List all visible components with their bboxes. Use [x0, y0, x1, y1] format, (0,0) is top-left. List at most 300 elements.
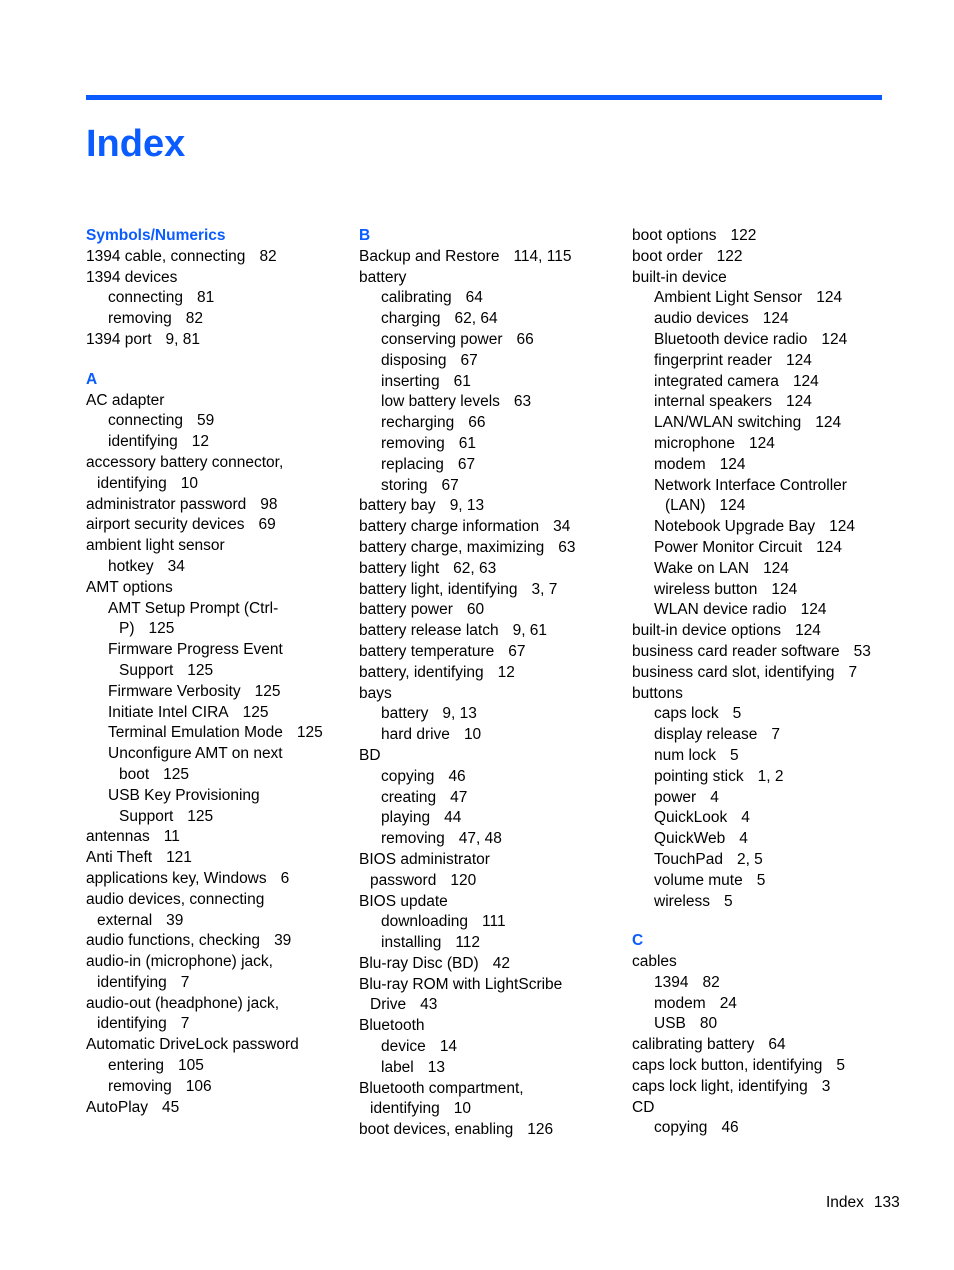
- index-subentry: [86, 682, 348, 703]
- entry-term: caps lock button, identifying: [632, 1057, 823, 1075]
- index-subentry: [632, 1118, 900, 1139]
- entry-term: Blu-ray ROM with LightScribe: [359, 975, 563, 993]
- entry-page-ref[interactable]: 47, 48: [458, 830, 502, 848]
- entry-page-ref[interactable]: 34: [167, 557, 185, 575]
- index-subentry: [86, 1077, 348, 1098]
- entry-page-ref[interactable]: 124: [771, 580, 798, 598]
- entry-term: Support: [119, 661, 174, 679]
- entry-term: LAN/WLAN switching: [654, 414, 802, 432]
- entry-page-ref[interactable]: 124: [800, 601, 827, 619]
- entry-page-ref[interactable]: 34: [553, 518, 571, 536]
- entry-term: administrator password: [86, 495, 247, 513]
- index-subentry: [86, 557, 348, 578]
- entry-term: audio functions, checking: [86, 932, 261, 950]
- entry-term: copying: [381, 767, 435, 785]
- index-subentry: [359, 704, 621, 725]
- entry-page-ref[interactable]: 43: [420, 996, 438, 1014]
- entry-page-ref[interactable]: 67: [441, 476, 459, 494]
- entry-term: AMT Setup Prompt (Ctrl-: [108, 599, 279, 617]
- entry-page-ref[interactable]: 3: [821, 1077, 831, 1095]
- entry-term: battery power: [359, 601, 453, 619]
- entry-term: Power Monitor Circuit: [654, 538, 803, 556]
- index-entry: [359, 538, 621, 559]
- entry-term: 1394 cable, connecting: [86, 247, 246, 265]
- entry-term: wireless button: [654, 580, 758, 598]
- entry-page-ref[interactable]: 82: [259, 247, 277, 265]
- entry-page-ref[interactable]: 82: [185, 310, 203, 328]
- entry-page-ref[interactable]: 60: [466, 601, 485, 619]
- index-subentry: [632, 372, 900, 393]
- entry-page-ref[interactable]: 105: [178, 1057, 204, 1075]
- entry-page-ref[interactable]: 10: [453, 1100, 472, 1118]
- index-subentry: [632, 351, 900, 372]
- entry-term: audio-in (microphone) jack,: [86, 953, 273, 971]
- entry-term: modem: [654, 994, 706, 1012]
- index-subentry: [632, 455, 900, 476]
- entry-page-ref[interactable]: 124: [829, 518, 856, 536]
- index-entry: [359, 621, 621, 642]
- entry-page-ref[interactable]: 122: [730, 227, 757, 244]
- index-subentry: [86, 599, 348, 620]
- entry-term: Bluetooth: [359, 1017, 425, 1035]
- entry-term: fingerprint reader: [654, 351, 773, 369]
- entry-page-ref[interactable]: 39: [166, 911, 184, 929]
- entry-page-ref[interactable]: 64: [465, 289, 483, 307]
- index-entry: [359, 496, 621, 517]
- index-subentry: [632, 476, 900, 497]
- entry-page-ref[interactable]: 6: [280, 869, 290, 887]
- entry-term: inserting: [381, 372, 440, 390]
- index-subentry: [86, 411, 348, 432]
- entry-page-ref[interactable]: 5: [732, 705, 742, 723]
- index-entry: [632, 226, 900, 247]
- entry-page-ref[interactable]: 124: [786, 351, 812, 369]
- entry-term: installing: [381, 934, 442, 952]
- entry-term: integrated camera: [654, 372, 779, 390]
- index-entry: [86, 827, 348, 848]
- entry-page-ref[interactable]: 5: [756, 871, 766, 889]
- entry-term: 1394 port: [86, 330, 152, 348]
- entry-term: num lock: [654, 746, 717, 764]
- index-entry: [359, 517, 621, 538]
- entry-page-ref[interactable]: 66: [516, 330, 534, 348]
- section-gap: [632, 912, 900, 931]
- entry-page-ref[interactable]: 7: [180, 1015, 190, 1033]
- entry-page-ref[interactable]: 80: [699, 1015, 718, 1033]
- index-entry: [86, 536, 348, 557]
- entry-term: business card slot, identifying: [632, 663, 835, 681]
- entry-page-ref[interactable]: 9, 61: [512, 622, 548, 640]
- index-subentry: [86, 1056, 348, 1077]
- index-entry: [632, 684, 900, 705]
- entry-term: removing: [381, 434, 445, 452]
- entry-term: Terminal Emulation Mode: [108, 724, 283, 742]
- index-subentry: [359, 808, 621, 829]
- page-number: 133: [873, 1194, 900, 1211]
- entry-page-ref[interactable]: 124: [763, 559, 789, 577]
- index-entry: [359, 850, 621, 871]
- entry-page-ref[interactable]: 98: [260, 495, 278, 513]
- entry-term: bays: [359, 684, 392, 702]
- entry-page-ref[interactable]: 125: [296, 724, 323, 742]
- index-subentry: [632, 580, 900, 601]
- entry-term: TouchPad: [654, 850, 723, 868]
- index-entry: [632, 1098, 900, 1119]
- entry-page-ref[interactable]: 124: [786, 393, 812, 411]
- index-entry: [86, 890, 348, 911]
- entry-page-ref[interactable]: 9, 81: [165, 330, 200, 348]
- index-entry: [86, 869, 348, 890]
- entry-page-ref[interactable]: 126: [527, 1121, 554, 1139]
- entry-page-ref[interactable]: 2, 5: [736, 850, 763, 868]
- entry-page-ref[interactable]: 4: [710, 788, 719, 806]
- entry-term: BIOS administrator: [359, 850, 490, 868]
- index-subentry: [86, 744, 348, 765]
- entry-term: airport security devices: [86, 516, 245, 534]
- index-subentry: [632, 288, 900, 309]
- entry-term: Ambient Light Sensor: [654, 289, 803, 307]
- index-entry: [86, 1098, 348, 1119]
- index-entry: [86, 453, 348, 474]
- entry-page-ref[interactable]: 44: [444, 809, 462, 827]
- entry-page-ref[interactable]: 69: [258, 516, 276, 534]
- index-subentry: [632, 330, 900, 351]
- entry-term: audio devices, connecting: [86, 890, 265, 908]
- index-entry: [359, 746, 621, 767]
- index-subentry: [632, 767, 900, 788]
- entry-page-ref[interactable]: 124: [821, 330, 848, 348]
- index-column-3: [632, 226, 900, 1139]
- entry-page-ref[interactable]: 61: [458, 434, 476, 452]
- entry-term: ambient light sensor: [86, 537, 225, 555]
- entry-term: removing: [381, 830, 445, 848]
- index-subentry: [359, 829, 621, 850]
- index-subentry: [632, 725, 900, 746]
- entry-term: Blu-ray Disc (BD): [359, 954, 479, 972]
- entry-term: AutoPlay: [86, 1098, 149, 1116]
- index-subentry: [632, 994, 900, 1015]
- index-entry: [359, 559, 621, 580]
- index-entry: [86, 952, 348, 973]
- index-column-1: [86, 226, 348, 1118]
- entry-page-ref[interactable]: 124: [762, 310, 789, 328]
- entry-term: WLAN device radio: [654, 601, 787, 619]
- page-title: Index: [86, 123, 186, 165]
- entry-page-ref[interactable]: 122: [716, 247, 743, 265]
- entry-term: Network Interface Controller: [654, 476, 847, 494]
- entry-page-ref[interactable]: 11: [163, 828, 180, 846]
- entry-page-ref[interactable]: 64: [768, 1036, 786, 1054]
- entry-page-ref[interactable]: 62, 63: [453, 559, 497, 577]
- index-entry: [86, 578, 348, 599]
- entry-term: modem: [654, 455, 706, 473]
- entry-page-ref[interactable]: 12: [497, 663, 515, 681]
- index-entry: [359, 268, 621, 289]
- entry-term: connecting: [108, 412, 183, 430]
- index-subentry: [632, 704, 900, 725]
- entry-term: battery: [381, 705, 429, 723]
- index-subentry: [632, 392, 900, 413]
- index-subentry: [359, 455, 621, 476]
- entry-term: power: [654, 788, 697, 806]
- entry-page-ref[interactable]: 124: [719, 497, 746, 515]
- index-entry: [359, 892, 621, 913]
- entry-term: volume mute: [654, 871, 743, 889]
- entry-term: internal speakers: [654, 393, 773, 411]
- entry-page-ref[interactable]: 10: [463, 726, 482, 744]
- index-subentry: [632, 973, 900, 994]
- entry-term: conserving power: [381, 330, 503, 348]
- index-entry: [632, 621, 900, 642]
- index-entry: [632, 247, 900, 268]
- index-subentry: [86, 786, 348, 807]
- entry-page-ref[interactable]: 63: [513, 393, 532, 411]
- entry-page-ref[interactable]: 13: [427, 1058, 445, 1076]
- entry-page-ref[interactable]: 124: [815, 414, 842, 432]
- index-entry: [359, 642, 621, 663]
- entry-term: device: [381, 1038, 426, 1056]
- entry-page-ref[interactable]: 42: [492, 954, 510, 972]
- entry-page-ref[interactable]: 5: [836, 1057, 846, 1075]
- entry-term: battery bay: [359, 497, 436, 515]
- index-entry: [632, 1056, 900, 1077]
- entry-term: built-in device: [632, 268, 727, 286]
- entry-page-ref[interactable]: 112: [455, 934, 481, 952]
- entry-term: battery, identifying: [359, 663, 484, 681]
- entry-term: QuickLook: [654, 809, 728, 827]
- entry-term: buttons: [632, 684, 683, 702]
- entry-term: Unconfigure AMT on next: [108, 745, 283, 763]
- entry-term: wireless: [654, 892, 710, 910]
- entry-term: calibrating battery: [632, 1036, 755, 1054]
- index-entry: [86, 931, 348, 952]
- entry-term: caps lock light, identifying: [632, 1077, 808, 1095]
- index-entry-continuation: [86, 619, 348, 640]
- entry-page-ref[interactable]: 9, 13: [442, 705, 477, 723]
- entry-term: removing: [108, 310, 172, 328]
- index-subentry: [86, 432, 348, 453]
- entry-page-ref[interactable]: 125: [163, 765, 190, 783]
- entry-page-ref[interactable]: 53: [853, 642, 871, 660]
- index-entry-continuation: [86, 807, 348, 828]
- index-subentry: [632, 1014, 900, 1035]
- index-subentry: [359, 351, 621, 372]
- entry-term: copying: [654, 1119, 708, 1137]
- entry-page-ref[interactable]: 114, 115: [513, 247, 572, 265]
- entry-page-ref[interactable]: 5: [730, 746, 739, 764]
- entry-term: identifying: [97, 474, 167, 492]
- index-entry-continuation: [359, 995, 621, 1016]
- index-entry: [632, 952, 900, 973]
- entry-page-ref[interactable]: 9, 13: [449, 497, 485, 515]
- index-subentry: [632, 413, 900, 434]
- entry-term: identifying: [97, 1015, 167, 1033]
- index-subentry: [359, 330, 621, 351]
- index-entry: [86, 391, 348, 412]
- index-entry: [86, 848, 348, 869]
- index-subentry: [359, 413, 621, 434]
- entry-page-ref[interactable]: 67: [508, 642, 526, 660]
- entry-term: Support: [119, 807, 174, 825]
- entry-page-ref[interactable]: 82: [702, 973, 720, 991]
- index-subentry: [632, 600, 900, 621]
- entry-term: downloading: [381, 913, 469, 931]
- entry-term: hard drive: [381, 726, 450, 744]
- entry-page-ref[interactable]: 47: [450, 788, 468, 806]
- entry-page-ref[interactable]: 7: [848, 663, 858, 681]
- entry-page-ref[interactable]: 24: [719, 994, 737, 1012]
- entry-term: display release: [654, 726, 758, 744]
- index-subentry: [632, 871, 900, 892]
- entry-term: AC adapter: [86, 391, 165, 409]
- index-entry: [86, 1035, 348, 1056]
- index-subentry: [86, 703, 348, 724]
- index-subentry: [632, 808, 900, 829]
- index-subentry: [632, 850, 900, 871]
- entry-page-ref[interactable]: 111: [482, 913, 506, 931]
- index-entry: [632, 1035, 900, 1056]
- entry-term: Backup and Restore: [359, 247, 500, 265]
- footer-label: Index: [826, 1194, 864, 1211]
- entry-page-ref[interactable]: 63: [558, 538, 576, 556]
- entry-term: built-in device options: [632, 622, 782, 640]
- index-entry: [632, 663, 900, 684]
- index-subentry: [359, 476, 621, 497]
- index-subentry: [632, 829, 900, 850]
- index-entry: [359, 954, 621, 975]
- entry-page-ref[interactable]: 67: [457, 455, 476, 473]
- entry-page-ref[interactable]: 45: [162, 1098, 180, 1116]
- entry-term: battery light, identifying: [359, 580, 518, 598]
- index-entry: [359, 975, 621, 996]
- entry-page-ref[interactable]: 46: [448, 767, 466, 785]
- entry-page-ref[interactable]: 46: [721, 1119, 739, 1137]
- index-subentry: [632, 434, 900, 455]
- index-entry-continuation: [86, 1014, 348, 1035]
- index-column-2: [359, 226, 621, 1141]
- entry-term: boot devices, enabling: [359, 1121, 514, 1139]
- index-entry: [359, 684, 621, 705]
- index-subentry: [632, 517, 900, 538]
- entry-page-ref[interactable]: 7: [771, 726, 781, 744]
- section-heading: Symbols/Numerics: [86, 227, 226, 244]
- entry-term: external: [97, 911, 153, 929]
- entry-term: battery release latch: [359, 622, 499, 640]
- entry-term: identifying: [370, 1100, 440, 1118]
- entry-page-ref[interactable]: 62, 64: [454, 310, 498, 328]
- index-subentry: [86, 309, 348, 330]
- index-subentry: [359, 767, 621, 788]
- title-rule: [86, 95, 882, 100]
- entry-term: (LAN): [665, 497, 706, 515]
- index-entry: [632, 1077, 900, 1098]
- entry-term: Automatic DriveLock password: [86, 1036, 299, 1054]
- index-subentry: [359, 392, 621, 413]
- entry-term: cables: [632, 953, 677, 971]
- index-entry: [86, 268, 348, 289]
- entry-page-ref[interactable]: 125: [187, 807, 214, 825]
- index-entry-continuation: [86, 661, 348, 682]
- entry-term: identifying: [108, 433, 178, 451]
- entry-page-ref[interactable]: 39: [274, 932, 292, 950]
- entry-page-ref[interactable]: 12: [191, 433, 210, 451]
- entry-page-ref[interactable]: 121: [166, 849, 192, 867]
- index-entry-continuation: [632, 496, 900, 517]
- entry-page-ref[interactable]: 81: [196, 289, 215, 307]
- entry-term: low battery levels: [381, 393, 500, 411]
- index-subentry: [359, 933, 621, 954]
- entry-term: recharging: [381, 414, 455, 432]
- entry-term: label: [381, 1058, 414, 1076]
- index-entry: [86, 330, 348, 351]
- entry-page-ref[interactable]: 1, 2: [757, 767, 784, 785]
- index-entry: [359, 600, 621, 621]
- entry-page-ref[interactable]: 124: [795, 622, 821, 640]
- index-entry-continuation: [359, 871, 621, 892]
- entry-term: Firmware Verbosity: [108, 682, 241, 700]
- entry-page-ref[interactable]: 125: [148, 620, 175, 638]
- entry-term: antennas: [86, 828, 150, 846]
- page-footer: [826, 1193, 900, 1213]
- entry-term: P): [119, 620, 135, 638]
- entry-page-ref[interactable]: 120: [450, 871, 477, 889]
- entry-term: CD: [632, 1098, 655, 1116]
- index-subentry: [359, 309, 621, 330]
- entry-term: creating: [381, 788, 437, 806]
- entry-term: Firmware Progress Event: [108, 641, 283, 659]
- section-heading: A: [86, 370, 98, 388]
- entry-page-ref[interactable]: 124: [719, 455, 746, 473]
- entry-term: identifying: [97, 973, 167, 991]
- entry-page-ref[interactable]: 14: [439, 1038, 458, 1056]
- entry-page-ref[interactable]: 66: [468, 414, 486, 432]
- entry-page-ref[interactable]: 4: [741, 809, 750, 827]
- entry-page-ref[interactable]: 3, 7: [531, 580, 558, 598]
- entry-term: storing: [381, 476, 428, 494]
- entry-term: disposing: [381, 351, 447, 369]
- entry-page-ref[interactable]: 124: [816, 289, 843, 307]
- index-entry-continuation: [86, 765, 348, 786]
- entry-page-ref[interactable]: 7: [180, 973, 190, 991]
- entry-term: Wake on LAN: [654, 559, 750, 577]
- section-gap: [86, 351, 348, 370]
- index-entry: [86, 515, 348, 536]
- entry-page-ref[interactable]: 59: [196, 412, 215, 430]
- entry-page-ref[interactable]: 67: [460, 351, 478, 369]
- entry-page-ref[interactable]: 125: [242, 703, 269, 721]
- entry-term: caps lock: [654, 705, 719, 723]
- entry-term: entering: [108, 1057, 165, 1075]
- entry-term: pointing stick: [654, 767, 744, 785]
- entry-page-ref[interactable]: 5: [723, 892, 733, 910]
- index-subentry: [86, 288, 348, 309]
- entry-page-ref[interactable]: 4: [739, 830, 748, 848]
- entry-page-ref[interactable]: 124: [816, 538, 843, 556]
- entry-page-ref[interactable]: 10: [180, 474, 199, 492]
- entry-term: removing: [108, 1077, 172, 1095]
- entry-page-ref[interactable]: 125: [187, 661, 214, 679]
- entry-page-ref[interactable]: 124: [792, 372, 819, 390]
- index-entry: [359, 580, 621, 601]
- entry-term: battery charge, maximizing: [359, 538, 545, 556]
- entry-term: boot: [119, 765, 150, 783]
- entry-page-ref[interactable]: 106: [185, 1077, 212, 1095]
- entry-page-ref[interactable]: 124: [749, 434, 775, 452]
- entry-page-ref[interactable]: 125: [254, 682, 281, 700]
- index-subentry: [359, 288, 621, 309]
- index-subentry: [359, 725, 621, 746]
- entry-page-ref[interactable]: 61: [453, 372, 471, 390]
